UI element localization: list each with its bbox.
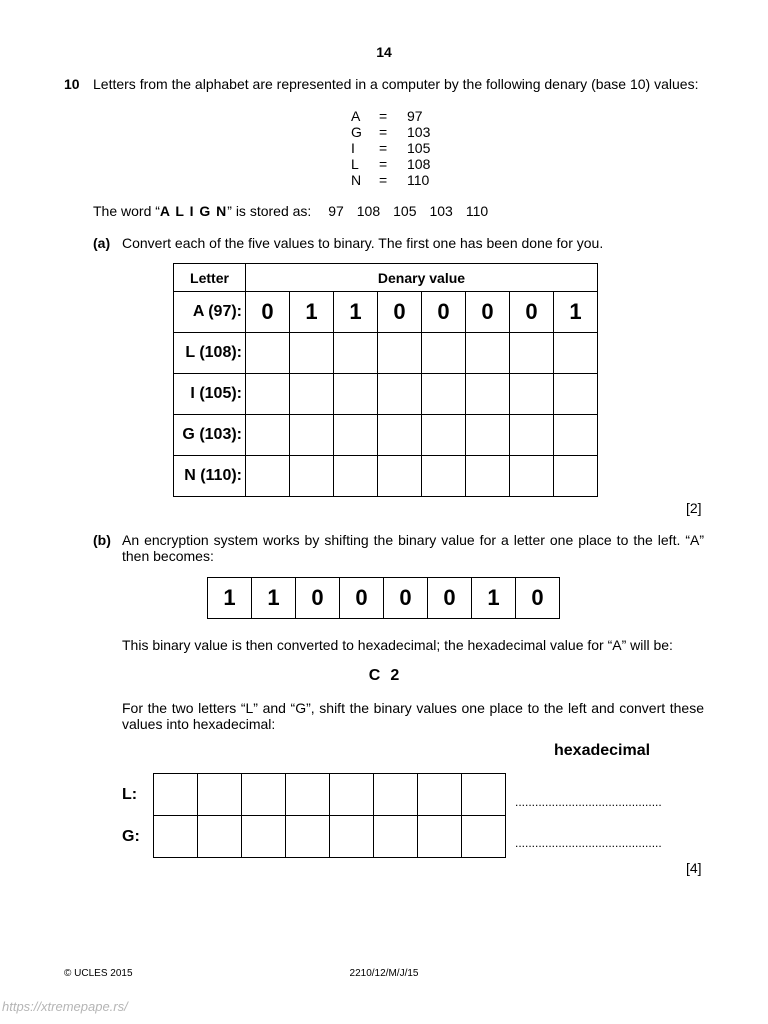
value-value: 108 (407, 156, 431, 172)
bit-cell: 0 (422, 292, 466, 333)
bit-cell: 1 (334, 292, 378, 333)
stored-number: 105 (393, 203, 417, 219)
answer-bit-cell[interactable] (462, 816, 506, 858)
header-letter: Letter (174, 264, 246, 292)
shifted-binary-table (207, 577, 560, 619)
binary-conversion-table (173, 263, 598, 497)
hexadecimal-heading: hexadecimal (554, 742, 651, 759)
shifted-bit-cell: 0 (516, 578, 560, 619)
bit-cell[interactable] (466, 456, 510, 497)
value-value: 110 (407, 172, 430, 188)
bit-cell[interactable] (466, 415, 510, 456)
bit-cell: 0 (510, 292, 554, 333)
bit-cell[interactable] (422, 415, 466, 456)
instruction-text: For the two letters “L” and “G”, shift the binary values one place to the left and convert these values into hexadecimal: (122, 700, 704, 732)
answer-label-g: G: (122, 828, 140, 845)
row-label: I (105): (174, 374, 246, 415)
bit-cell: 0 (378, 292, 422, 333)
value-value: 105 (407, 140, 431, 156)
value-letter: I (351, 140, 355, 156)
answer-binary-table (153, 773, 506, 858)
part-a-text: Convert each of the five values to binary. The first one has been done for you. (122, 235, 604, 251)
bit-cell[interactable] (378, 333, 422, 374)
bit-cell[interactable] (422, 333, 466, 374)
hex-digit: 2 (390, 667, 400, 684)
answer-row (154, 774, 506, 816)
row-label: A (97): (174, 292, 246, 333)
hex-digit: C (368, 667, 381, 684)
bit-cell: 1 (290, 292, 334, 333)
shifted-bit-cell: 0 (384, 578, 428, 619)
answer-bit-cell[interactable] (374, 816, 418, 858)
bit-cell[interactable] (510, 374, 554, 415)
value-value: 97 (407, 108, 423, 124)
answer-label-l: L: (122, 786, 138, 803)
bit-cell[interactable] (290, 456, 334, 497)
stored-number: 110 (465, 203, 489, 219)
answer-bit-cell[interactable] (242, 816, 286, 858)
stored-prefix: The word “ (93, 203, 160, 219)
shifted-bit-cell: 0 (428, 578, 472, 619)
shifted-bit-cell: 0 (296, 578, 340, 619)
hex-answer-line-g[interactable]: ............................................ (515, 836, 662, 850)
answer-bit-cell[interactable] (242, 774, 286, 816)
answer-bit-cell[interactable] (154, 816, 198, 858)
value-row (351, 140, 430, 156)
value-value: 103 (407, 124, 431, 140)
row-label: G (103): (174, 415, 246, 456)
bit-cell: 0 (246, 292, 290, 333)
bit-cell[interactable] (466, 374, 510, 415)
value-row (351, 124, 430, 140)
value-row (351, 172, 430, 188)
bit-cell[interactable] (334, 374, 378, 415)
bit-cell[interactable] (334, 456, 378, 497)
value-eq: = (379, 124, 388, 140)
part-a-marks: [2] (686, 500, 702, 516)
bit-cell[interactable] (466, 333, 510, 374)
bit-cell[interactable] (554, 333, 598, 374)
stored-suffix: ” is stored as: (227, 203, 312, 219)
answer-bit-cell[interactable] (418, 774, 462, 816)
shifted-bit-cell: 0 (340, 578, 384, 619)
watermark-url: https://xtremepape.rs/ (2, 999, 128, 1014)
answer-bit-cell[interactable] (374, 774, 418, 816)
bit-cell[interactable] (510, 333, 554, 374)
value-row (351, 156, 430, 172)
bit-cell[interactable] (334, 415, 378, 456)
answer-bit-cell[interactable] (198, 774, 242, 816)
value-letter: L (351, 156, 359, 172)
footer-copyright: © UCLES 2015 (64, 968, 133, 979)
table-row (174, 415, 598, 456)
row-label: N (110): (174, 456, 246, 497)
bit-cell[interactable] (378, 374, 422, 415)
stored-word-line (93, 203, 488, 219)
shifted-bit-cell: 1 (252, 578, 296, 619)
bit-cell[interactable] (554, 374, 598, 415)
value-eq: = (379, 172, 388, 188)
part-a-label: (a) (93, 235, 111, 251)
bit-cell[interactable] (378, 456, 422, 497)
shifted-bit-cell: 1 (208, 578, 252, 619)
bit-cell[interactable] (554, 415, 598, 456)
footer-code: 2210/12/M/J/15 (349, 968, 419, 979)
answer-bit-cell[interactable] (418, 816, 462, 858)
stored-number: 108 (356, 203, 381, 219)
table-row (174, 333, 598, 374)
question-text: Letters from the alphabet are represented in a computer by the following denary (base 10) values: (93, 76, 699, 92)
denary-values-list (351, 108, 430, 188)
table-row (174, 374, 598, 415)
bit-cell[interactable] (334, 333, 378, 374)
hex-answer-line-l[interactable]: ............................................ (515, 795, 662, 809)
value-eq: = (379, 140, 388, 156)
bit-cell[interactable] (246, 415, 290, 456)
answer-bit-cell[interactable] (198, 816, 242, 858)
answer-bit-cell[interactable] (330, 774, 374, 816)
stored-number: 97 (328, 203, 344, 219)
conversion-text: This binary value is then converted to hexadecimal; the hexadecimal value for “A” will be: (122, 637, 673, 653)
stored-number: 103 (429, 203, 453, 219)
hex-value-a (0, 667, 768, 685)
bit-cell[interactable] (290, 374, 334, 415)
bit-cell[interactable] (246, 374, 290, 415)
bit-cell: 1 (554, 292, 598, 333)
part-b-marks: [4] (686, 860, 702, 876)
table-row (174, 456, 598, 497)
bit-cell[interactable] (246, 456, 290, 497)
bit-cell[interactable] (378, 415, 422, 456)
part-b-label: (b) (93, 532, 111, 548)
value-letter: N (351, 172, 362, 188)
bit-cell[interactable] (510, 415, 554, 456)
value-letter: G (351, 124, 362, 140)
value-letter: A (351, 108, 361, 124)
bit-cell[interactable] (510, 456, 554, 497)
bit-cell[interactable] (422, 374, 466, 415)
bit-cell[interactable] (246, 333, 290, 374)
answer-bit-cell[interactable] (462, 774, 506, 816)
answer-bit-cell[interactable] (330, 816, 374, 858)
value-row (351, 108, 430, 124)
answer-bit-cell[interactable] (286, 774, 330, 816)
stored-word: A L I G N (159, 203, 228, 219)
table-row (174, 292, 598, 333)
bit-cell[interactable] (290, 333, 334, 374)
question-number: 10 (64, 76, 80, 92)
value-eq: = (379, 156, 388, 172)
header-denary-value: Denary value (246, 264, 598, 292)
bit-cell[interactable] (554, 456, 598, 497)
bit-cell: 0 (466, 292, 510, 333)
stored-numbers (315, 203, 488, 219)
value-eq: = (379, 108, 388, 124)
page-number: 14 (376, 44, 392, 60)
bit-cell[interactable] (422, 456, 466, 497)
bit-cell[interactable] (290, 415, 334, 456)
part-b-text: An encryption system works by shifting the binary value for a letter one place to the left. “A” then becomes: (122, 532, 704, 564)
answer-bit-cell[interactable] (286, 816, 330, 858)
answer-bit-cell[interactable] (154, 774, 198, 816)
shifted-bit-cell: 1 (472, 578, 516, 619)
answer-row (154, 816, 506, 858)
row-label: L (108): (174, 333, 246, 374)
